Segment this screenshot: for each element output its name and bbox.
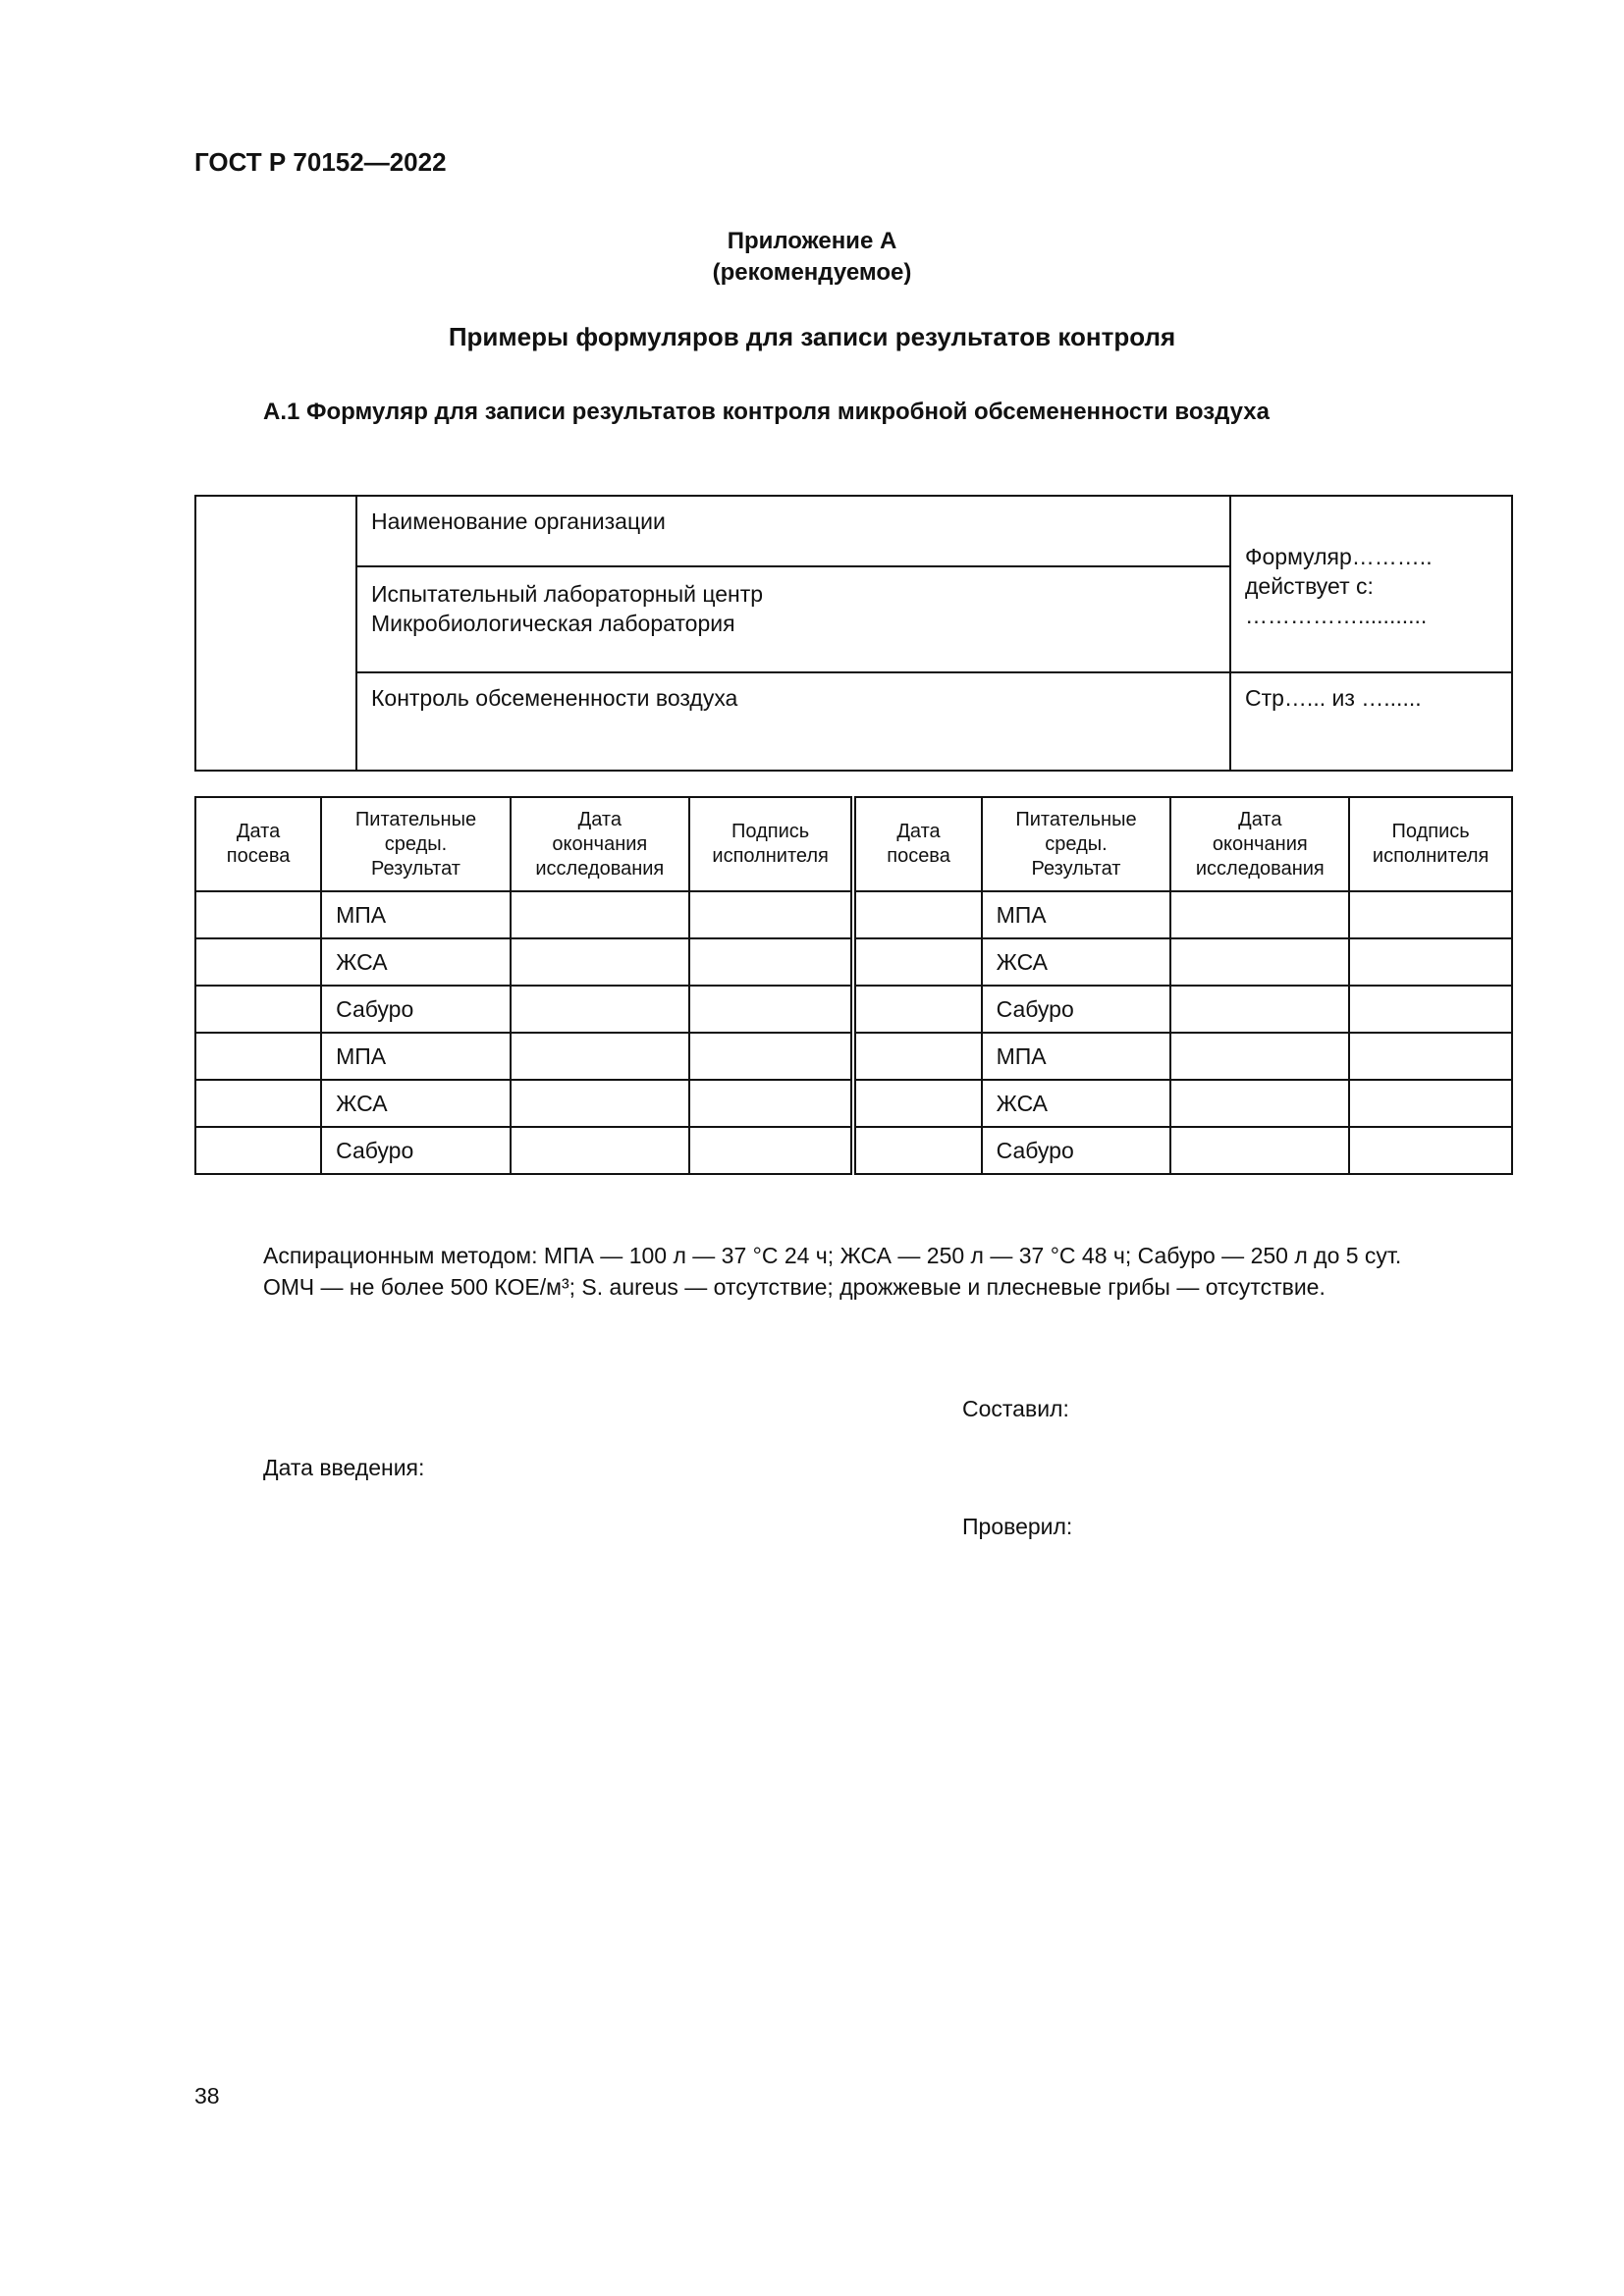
sowing-date-cell[interactable] xyxy=(195,1127,321,1174)
media-cell: Сабуро xyxy=(321,1127,511,1174)
header-signature-2: Подпись исполнителя xyxy=(1349,797,1512,891)
end-date-cell[interactable] xyxy=(511,1080,689,1127)
media-cell: ЖСА xyxy=(321,938,511,986)
header-signature: Подпись исполнителя xyxy=(689,797,854,891)
page-count-cell xyxy=(1230,672,1512,771)
end-date-cell-2[interactable] xyxy=(1170,1080,1349,1127)
form-line-3: ……………........... xyxy=(1245,603,1428,628)
signature-cell[interactable] xyxy=(689,1080,854,1127)
appendix-title: Приложение А xyxy=(727,228,897,254)
logo-blank-cell xyxy=(195,496,356,771)
sowing-date-cell[interactable] xyxy=(195,938,321,986)
lab-line-2: Микробиологическая лаборатория xyxy=(371,611,735,636)
form-line-2: действует с: xyxy=(1245,573,1374,599)
header-media-result-2: Питательные среды. Результат xyxy=(982,797,1171,891)
page-count-label: Стр…... из …...... xyxy=(1245,685,1422,711)
org-name-cell xyxy=(356,496,1230,566)
signature-cell-2[interactable] xyxy=(1349,1080,1512,1127)
header-media-result: Питательные среды. Результат xyxy=(321,797,511,891)
signature-cell-2[interactable] xyxy=(1349,891,1512,938)
form-line-1: Формуляр……….. xyxy=(1245,544,1433,569)
page-number: 38 xyxy=(194,2083,220,2109)
signature-cell-2[interactable] xyxy=(1349,1033,1512,1080)
control-cell xyxy=(356,672,1230,771)
compiled-by-label: Составил: xyxy=(962,1396,1069,1421)
end-date-cell-2[interactable] xyxy=(1170,938,1349,986)
subsection-title: А.1 Формуляр для записи результатов контроля микробной обсемененности воздуха xyxy=(263,399,1270,425)
signature-cell[interactable] xyxy=(689,938,854,986)
signature-cell-2[interactable] xyxy=(1349,938,1512,986)
sowing-date-cell-2[interactable] xyxy=(853,891,981,938)
results-table xyxy=(194,796,1513,1175)
sowing-date-cell[interactable] xyxy=(195,1033,321,1080)
sowing-date-cell[interactable] xyxy=(195,891,321,938)
signature-cell[interactable] xyxy=(689,1127,854,1174)
lab-cell xyxy=(356,566,1230,672)
signature-cell[interactable] xyxy=(689,986,854,1033)
table-row xyxy=(195,1080,1512,1127)
limits-note: ОМЧ — не более 500 КОЕ/м³; S. aureus — отсутствие; дрожжевые и плесневые грибы — отсутствие. xyxy=(263,1274,1326,1300)
control-label: Контроль обсемененности воздуха xyxy=(371,685,738,711)
appendix-subtitle: (рекомендуемое) xyxy=(712,259,912,286)
signature-cell[interactable] xyxy=(689,891,854,938)
media-cell-2: МПА xyxy=(982,891,1171,938)
section-title: Примеры формуляров для записи результатов контроля xyxy=(448,322,1176,351)
end-date-cell-2[interactable] xyxy=(1170,1127,1349,1174)
media-cell: МПА xyxy=(321,891,511,938)
header-end-date: Дата окончания исследования xyxy=(511,797,689,891)
end-date-cell[interactable] xyxy=(511,938,689,986)
end-date-cell[interactable] xyxy=(511,1127,689,1174)
header-end-date-2: Дата окончания исследования xyxy=(1170,797,1349,891)
table-row xyxy=(195,1033,1512,1080)
checked-by-label: Проверил: xyxy=(962,1514,1073,1539)
media-cell: ЖСА xyxy=(321,1080,511,1127)
results-header-row xyxy=(195,797,1512,891)
media-cell: МПА xyxy=(321,1033,511,1080)
sowing-date-cell-2[interactable] xyxy=(853,1080,981,1127)
media-cell-2: Сабуро xyxy=(982,986,1171,1033)
media-cell-2: МПА xyxy=(982,1033,1171,1080)
signature-cell[interactable] xyxy=(689,1033,854,1080)
table-row xyxy=(195,891,1512,938)
sowing-date-cell-2[interactable] xyxy=(853,1127,981,1174)
org-name-label: Наименование организации xyxy=(371,508,666,534)
end-date-cell[interactable] xyxy=(511,986,689,1033)
document-code: ГОСТ Р 70152—2022 xyxy=(194,147,447,177)
media-cell: Сабуро xyxy=(321,986,511,1033)
header-sowing-date: Дата посева xyxy=(195,797,321,891)
media-cell-2: ЖСА xyxy=(982,938,1171,986)
lab-line-1: Испытательный лабораторный центр xyxy=(371,581,764,607)
form-header-table xyxy=(194,495,1513,772)
end-date-cell[interactable] xyxy=(511,1033,689,1080)
sowing-date-cell[interactable] xyxy=(195,986,321,1033)
sowing-date-cell[interactable] xyxy=(195,1080,321,1127)
header-sowing-date-2: Дата посева xyxy=(853,797,981,891)
introduction-date-label: Дата введения: xyxy=(263,1455,425,1480)
table-row xyxy=(195,986,1512,1033)
table-row xyxy=(195,1127,1512,1174)
end-date-cell-2[interactable] xyxy=(1170,986,1349,1033)
method-note: Аспирационным методом: МПА — 100 л — 37 °С 24 ч; ЖСА — 250 л — 37 °С 48 ч; Сабуро — 250 л до 5 сут. xyxy=(263,1243,1402,1268)
sowing-date-cell-2[interactable] xyxy=(853,1033,981,1080)
media-cell-2: Сабуро xyxy=(982,1127,1171,1174)
form-number-cell xyxy=(1230,496,1512,672)
sowing-date-cell-2[interactable] xyxy=(853,986,981,1033)
end-date-cell[interactable] xyxy=(511,891,689,938)
media-cell-2: ЖСА xyxy=(982,1080,1171,1127)
table-row xyxy=(195,938,1512,986)
signature-cell-2[interactable] xyxy=(1349,986,1512,1033)
end-date-cell-2[interactable] xyxy=(1170,891,1349,938)
sowing-date-cell-2[interactable] xyxy=(853,938,981,986)
end-date-cell-2[interactable] xyxy=(1170,1033,1349,1080)
signature-cell-2[interactable] xyxy=(1349,1127,1512,1174)
